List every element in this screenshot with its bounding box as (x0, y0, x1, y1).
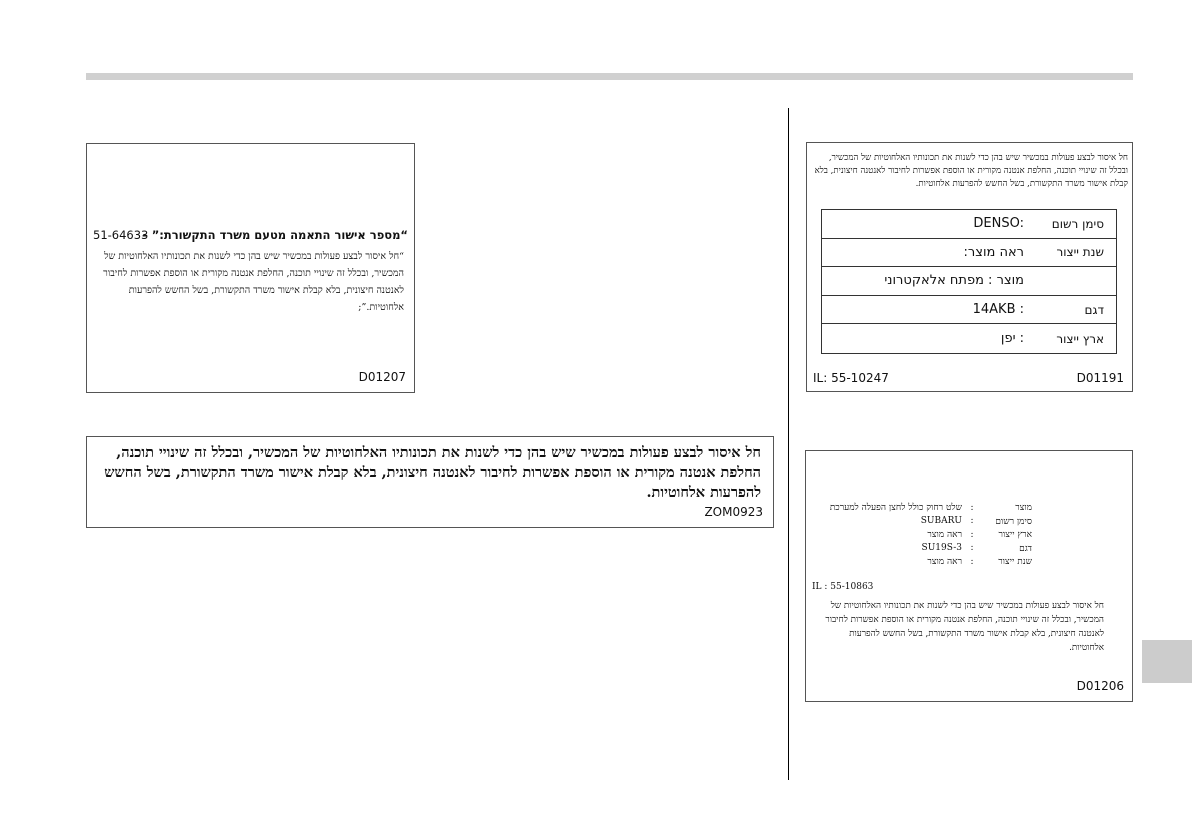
figure-code: ZOM0923 (704, 505, 763, 519)
approval-number: 51-64633 (93, 228, 149, 242)
product-info-table (821, 209, 1117, 354)
item-value: SUBARU (920, 516, 962, 527)
row-label: שנת ייצור (1056, 245, 1104, 260)
figure-code: D01206 (1076, 679, 1124, 693)
figure-code: D01191 (1076, 371, 1124, 385)
denso-label-box (806, 142, 1133, 392)
item-colon: : (970, 556, 974, 567)
subaru-label-box (805, 450, 1133, 702)
item-value: שלט רחוק כולל לחצן הפעלה למערכת (829, 503, 962, 514)
row-label: ארץ ייצור (1056, 331, 1104, 346)
row-label: סימן רשום (1051, 216, 1104, 231)
item-key: ארץ ייצור (998, 530, 1032, 541)
notice-paragraph: “חל איסור לבצע פעולות במכשיר שיש בהן כדי לשנות את תכונותיו האלחוטיות של המכשיר, ובכלל זה שינויי תוכנה, החלפת אנטנה מקורית או הוספת אפשרות לחיבור לאנטנה חיצונית, בלא קבלת אישור משרד התקשורת, בשל החשש להפרעות אלחוטיות.”; (103, 251, 404, 313)
table-row (822, 324, 1116, 353)
column-divider (788, 108, 789, 780)
item-key: דגם (1019, 543, 1032, 554)
list-item (814, 555, 1032, 569)
list-item (814, 515, 1032, 529)
notice-paragraph: חל איסור לבצע פעולות במכשיר שיש בהן כדי לשנות את תכונותיו האלחוטיות של המכשיר, ובכלל זה שינויי תוכנה, החלפת אנטנה מקורית או הוספת אפשרות לחיבור לאנטנה חיצונית, בלא קבלת אישור משרד התקשורת, בשל החשש להפרעות אלחוטיות. (814, 153, 1128, 189)
row-value: יפן : (1000, 331, 1024, 347)
figure-code: D01207 (358, 370, 406, 384)
il-number: IL : 55-10863 (812, 582, 874, 592)
row-label: דגם (1084, 302, 1104, 317)
item-colon: : (970, 543, 974, 554)
table-row (822, 239, 1116, 268)
item-value: ראה מוצר (927, 530, 962, 541)
row-value: 14AKB : (972, 302, 1024, 318)
approval-line (93, 228, 408, 244)
list-item (814, 528, 1032, 542)
row-value: מוצר : מפתח אלאקטרוני (884, 273, 1024, 289)
notice-paragraph: חל איסור לבצע פעולות במכשיר שיש בהן כדי לשנות את תכונותיו האלחוטיות של המכשיר, ובכלל זה שינויי תוכנה, החלפת אנטנה מקורית או הוספת אפשרות לחיבור לאנטנה חיצונית, בלא קבלת אישור משרד התקשורת, בשל החשש להפרעות אלחוטיות. (104, 444, 761, 501)
item-value: ראה מוצר (927, 557, 962, 568)
table-row (822, 267, 1116, 296)
table-row (822, 210, 1116, 239)
row-value: DENSO: (973, 216, 1024, 232)
item-key: מוצר (1015, 503, 1032, 514)
item-colon: : (970, 502, 974, 513)
item-colon: : (970, 529, 974, 540)
list-item (814, 542, 1032, 556)
table-row (822, 296, 1116, 325)
header-rule (86, 73, 1133, 80)
item-colon: : (970, 516, 974, 527)
notice-box (86, 436, 774, 528)
chapter-tab (1142, 640, 1192, 683)
item-value: SU19S-3 (921, 543, 962, 554)
notice-paragraph: חל איסור לבצע פעולות במכשיר שיש בהן כדי לשנות את תכונותיו האלחוטיות של המכשיר, ובכלל זה שינויי תוכנה, החלפת אנטנה מקורית או הוספת אפשרות לחיבור לאנטנה חיצונית, בלא קבלת אישור משרד התקשורת, בשל החשש להפרעות אלחוטיות. (825, 601, 1104, 653)
item-key: סימן רשום (995, 516, 1032, 527)
product-info-list (814, 501, 1032, 569)
item-key: שנת ייצור (998, 557, 1032, 568)
approval-label-box (86, 143, 415, 393)
row-value: :ראה מוצר (963, 244, 1024, 260)
il-number: IL: 55-10247 (813, 371, 889, 385)
approval-label: “מספר אישור התאמה מטעם משרד התקשורת:” – (141, 228, 408, 242)
list-item (814, 501, 1032, 515)
